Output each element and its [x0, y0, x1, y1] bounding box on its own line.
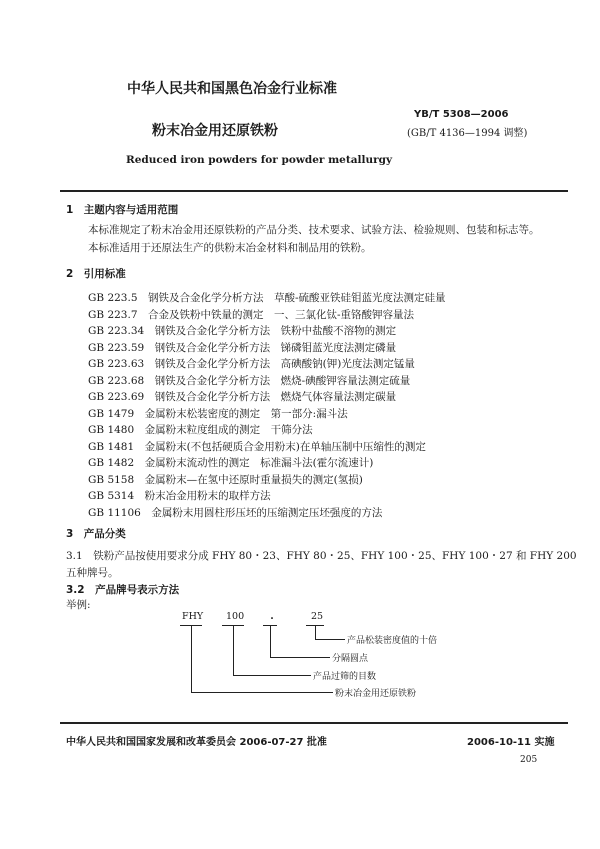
section-3-heading: 3 产品分类	[66, 528, 126, 540]
title-cn: 粉末冶金用还原铁粉	[152, 123, 278, 139]
issuer-statement: 中华人民共和国国家发展和改革委员会 2006-07-27 批准	[66, 737, 327, 748]
diagram-leader	[191, 692, 333, 693]
reference-item: GB 223.7 合金及铁粉中铁量的测定 一、三氯化钛-重铬酸钾容量法	[88, 308, 415, 321]
section-1-paragraph-1: 本标准规定了粉末冶金用还原铁粉的产品分类、技术要求、试验方法、检验规则、包装和标志等。	[88, 224, 540, 236]
reference-item: GB 5314 粉末冶金用粉末的取样方法	[88, 490, 271, 502]
standard-type: 中华人民共和国黑色冶金行业标准	[127, 81, 337, 97]
diagram-leader	[315, 639, 345, 640]
reference-item: GB 1481 金属粉末(不包括硬质合金用粉末)在单轴压制中压缩性的测定	[88, 440, 426, 453]
reference-item: GB 1480 金属粉末粒度组成的测定 干筛分法	[88, 424, 313, 436]
page-number: 205	[520, 755, 538, 765]
section-1-paragraph-2: 本标准适用于还原法生产的供粉末冶金材料和制品用的铁粉。	[88, 242, 372, 254]
standard-code: YB/T 5308—2006	[414, 109, 509, 120]
reference-item: GB 223.5 钢铁及合金化学分析方法 草酸-硫酸亚铁硅钼蓝光度法测定硅量	[88, 292, 446, 304]
section-1-heading: 1 主题内容与适用范围	[66, 204, 179, 216]
diagram-leader	[270, 625, 271, 657]
diagram-part-dot: ・	[267, 614, 277, 625]
diagram-part-fhy: FHY	[182, 611, 204, 622]
diagram-label-density: 产品松装密度值的十倍	[347, 636, 438, 646]
diagram-leader	[233, 625, 234, 675]
diagram-leader	[191, 625, 192, 692]
reference-item: GB 223.34 钢铁及合金化学分析方法 铁粉中盐酸不溶物的测定	[88, 325, 397, 337]
reference-item: GB 1482 金属粉末流动性的测定 标准漏斗法(霍尔流速计)	[88, 457, 374, 469]
footer-rule	[60, 722, 568, 724]
reference-item: GB 1479 金属粉末松装密度的测定 第一部分:漏斗法	[88, 407, 348, 420]
diagram-label-mesh: 产品过筛的目数	[313, 672, 377, 682]
effective-date: 2006-10-11 实施	[467, 737, 555, 748]
diagram-label-product: 粉末冶金用还原铁粉	[335, 689, 417, 699]
reference-item: GB 5158 金属粉末—在氢中还原时重量损失的测定(氢损)	[88, 473, 363, 486]
diagram-leader	[233, 675, 311, 676]
section-3-2-heading: 3.2 产品牌号表示方法	[66, 584, 180, 596]
section-2-heading: 2 引用标准	[66, 268, 126, 280]
diagram-label-separator: 分隔圆点	[332, 654, 369, 664]
reference-item: GB 223.63 钢铁及合金化学分析方法 高碘酸钠(钾)光度法测定锰量	[88, 358, 415, 370]
reference-item: GB 11106 金属粉末用圆柱形压坯的压缩测定压坯强度的方法	[88, 506, 383, 519]
title-en: Reduced iron powders for powder metallurgy	[126, 154, 393, 166]
reference-item: GB 223.69 钢铁及合金化学分析方法 燃烧气体容量法测定碳量	[88, 391, 397, 403]
replaces-note: (GB/T 4136—1994 调整)	[407, 128, 528, 139]
example-label: 举例:	[66, 599, 91, 611]
reference-item: GB 223.68 钢铁及合金化学分析方法 燃烧-碘酸钾容量法测定硫量	[88, 374, 411, 387]
diagram-part-100: 100	[226, 611, 245, 622]
section-3-1-text-cont: 五种牌号。	[66, 567, 119, 579]
reference-item: GB 223.59 钢铁及合金化学分析方法 锑磷钼蓝光度法测定磷量	[88, 341, 397, 354]
diagram-leader	[270, 657, 330, 658]
diagram-part-25: 25	[311, 611, 324, 622]
section-3-1-text: 3.1 铁粉产品按使用要求分成 FHY 80・23、FHY 80・25、FHY 100・25、FHY 100・27 和 FHY 200	[66, 550, 577, 562]
diagram-leader	[315, 625, 316, 639]
